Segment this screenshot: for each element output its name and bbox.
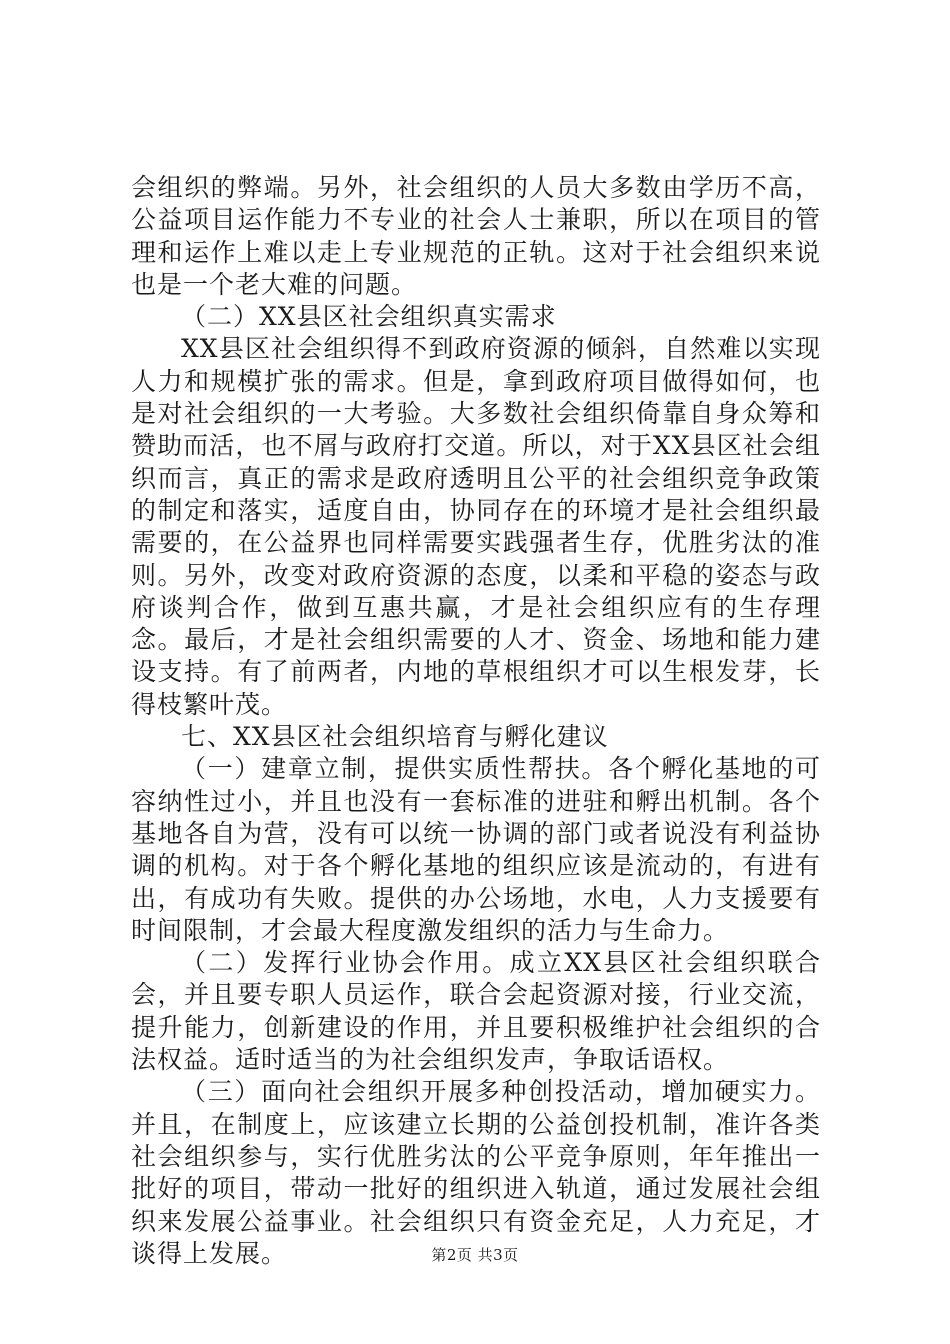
paragraph-suggestion-1: （一）建章立制，提供实质性帮扶。各个孵化基地的可容纳性过小，并且也没有一套标准的进驻和孵出机制。各个基地各自为营，没有可以统一协调的部门或者说没有利益协调的机构。对于各个孵化基地的组织应该是流动的，有进有出，有成功有失败。提供的办公场地，水电，人力支援要有时间限制，才会最大程度激发组织的活力与生命力。 [131,754,821,945]
paragraph-demand: XX县区社会组织得不到政府资源的倾斜，自然难以实现人力和规模扩张的需求。但是，拿到政府项目做得如何，也是对社会组织的一大考验。大多数社会组织倚靠自身众筹和赞助而活，也不屑与政府打交道。所以，对于XX县区社会组织而言，真正的需求是政府透明且公平的社会组织竞争政策的制定和落实，适度自由，协同存在的环境才是社会组织最需要的，在公益界也同样需要实践强者生存，优胜劣汰的准则。另外，改变对政府资源的态度，以柔和平稳的姿态与政府谈判合作，做到互惠共赢，才是社会组织应有的生存理念。最后，才是社会组织需要的人才、资金、场地和能力建设支持。有了前两者，内地的草根组织才可以生根发芽，长得枝繁叶茂。 [131,334,821,719]
page-number-footer: 第2页 共3页 [431,1246,519,1264]
section-heading-suggestions: 七、XX县区社会组织培育与孵化建议 [181,722,609,752]
paragraph-suggestion-3: （三）面向社会组织开展多种创投活动，增加硬实力。并且，在制度上，应该建立长期的公益创投机制，准许各类社会组织参与，实行优胜劣汰的公平竞争原则，年年推出一批好的项目，带动一批好的组织进入轨道，通过发展社会组织来发展公益事业。社会组织只有资金充足，人力充足，才谈得上发展。 [131,1077,821,1268]
body-text [131,172,821,1270]
section-heading-demand: （二）XX县区社会组织真实需求 [181,302,557,332]
paragraph-suggestion-2: （二）发挥行业协会作用。成立XX县区社会组织联合会，并且要专职人员运作，联合会起资源对接，行业交流，提升能力，创新建设的作用，并且要积极维护社会组织的合法权益。适时适当的为社会组织发声，争取话语权。 [131,948,821,1075]
paragraph-continuation: 会组织的弊端。另外，社会组织的人员大多数由学历不高，公益项目运作能力不专业的社会人士兼职，所以在项目的管理和运作上难以走上专业规范的正轨。这对于社会组织来说也是一个老大难的问题。 [131,173,821,299]
